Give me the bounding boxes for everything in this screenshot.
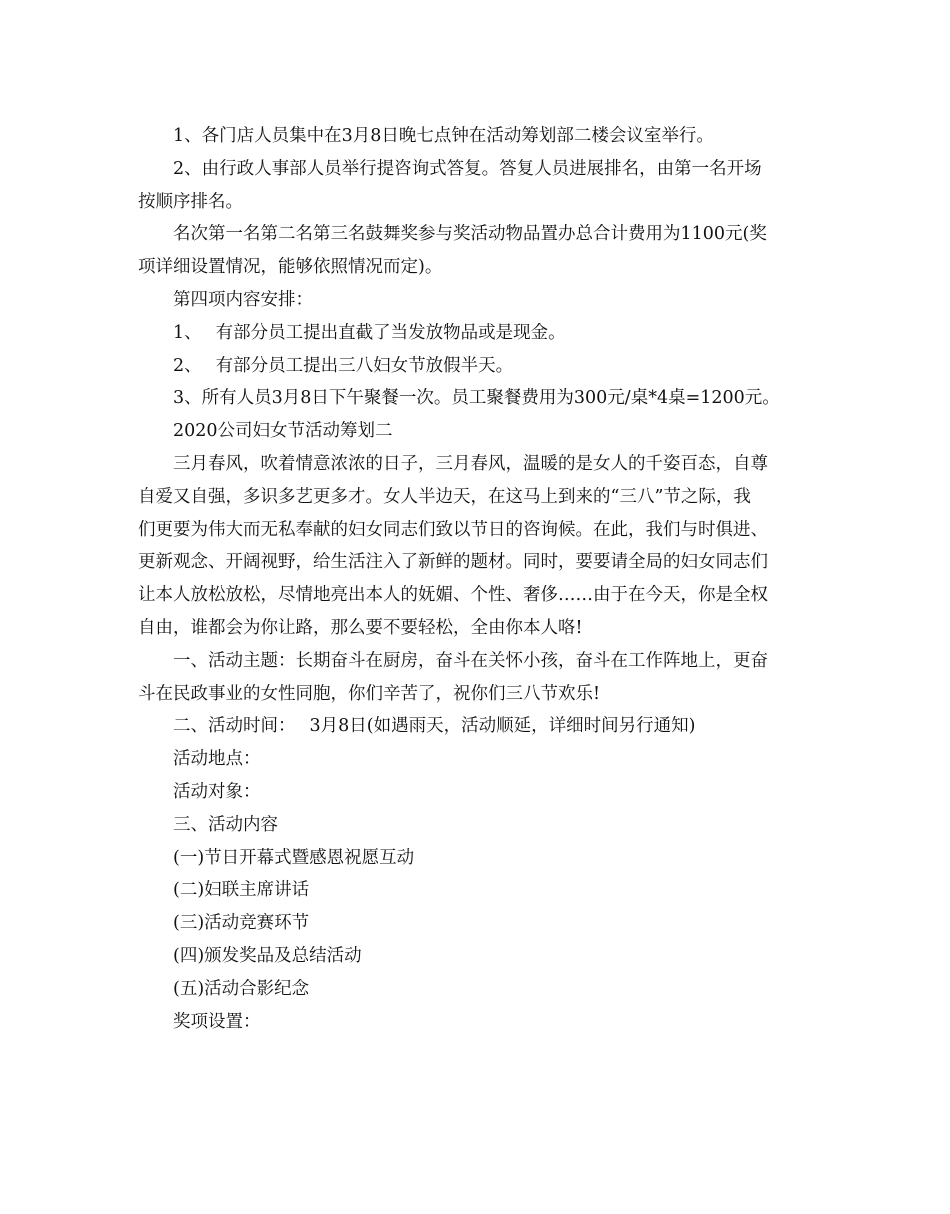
activity-time-value: 3月8日(如遇雨天，活动顺延，详细时间另行通知) [309,716,696,737]
list-item: (四)颁发奖品及总结活动 [173,945,362,966]
paragraph-line: 自由，谁都会为你让路，那么要不要轻松，全由你本人咯! [138,617,583,638]
list-marker: 1、 [173,322,202,343]
paragraph-line: 一、活动主题：长期奋斗在厨房，奋斗在关怀小孩，奋斗在工作阵地上，更奋 [173,650,768,671]
paragraph-line: 斗在民政事业的女性同胞，你们辛苦了，祝你们三八节欢乐! [138,683,601,704]
section-heading: 三、活动内容 [173,814,278,835]
paragraph-line: 按顺序排名。 [138,191,243,212]
paragraph-line: 1、各门店人员集中在3月8日晚七点钟在活动筹划部二楼会议室举行。 [173,126,714,146]
section-heading: 奖项设置： [173,1011,261,1032]
paragraph-line: 更新观念、开阔视野，给生活注入了新鲜的题材。同时，要要请全局的妇女同志们 [138,552,768,573]
paragraph-line: 2、由行政人事部人员举行提咨询式答复。答复人员进展排名，由第一名开场 [173,158,762,179]
paragraph-line: 三月春风，吹着情意浓浓的日子，三月春风，温暖的是女人的千姿百态，自尊 [173,453,768,474]
paragraph-line: 们更要为伟大而无私奉献的妇女同志们致以节日的咨询候。在此，我们与时俱进、 [138,519,768,540]
document-body [138,120,813,1038]
section-heading: 第四项内容安排： [173,289,313,310]
activity-time-label: 二、活动时间： [173,716,296,737]
paragraph-line: 自爱又自强，多识多艺更多才。女人半边天，在这马上到来的“三八”节之际，我 [138,486,751,507]
list-item: (二)妇联主席讲话 [173,880,310,901]
paragraph-line: 项详细设置情况，能够依照情况而定)。 [138,257,443,278]
activity-time-line [138,710,813,743]
list-item: (一)节日开幕式暨感恩祝愿互动 [173,847,415,868]
paragraph-line: 让本人放松放松，尽情地亮出本人的妩媚、个性、奢侈……由于在今天，你是全权 [138,585,768,606]
list-item: (五)活动合影纪念 [173,978,310,999]
document-subtitle: 2020公司妇女节活动筹划二 [173,421,393,442]
activity-audience-label: 活动对象： [173,781,261,802]
list-text: 有部分员工提出三八妇女节放假半天。 [215,355,514,376]
list-item [138,350,813,383]
activity-location-label: 活动地点： [173,749,261,770]
list-marker: 2、 [173,355,202,376]
paragraph-line: 名次第一名第二名第三名鼓舞奖参与奖活动物品置办总合计费用为1100元(奖 [173,224,767,245]
list-text: 有部分员工提出直截了当发放物品或是现金。 [215,322,566,343]
list-item [138,317,813,350]
list-item: (三)活动竞赛环节 [173,913,310,934]
paragraph-line: 3、所有人员3月8日下午聚餐一次。员工聚餐费用为300元/桌*4桌=1200元。 [173,388,780,409]
